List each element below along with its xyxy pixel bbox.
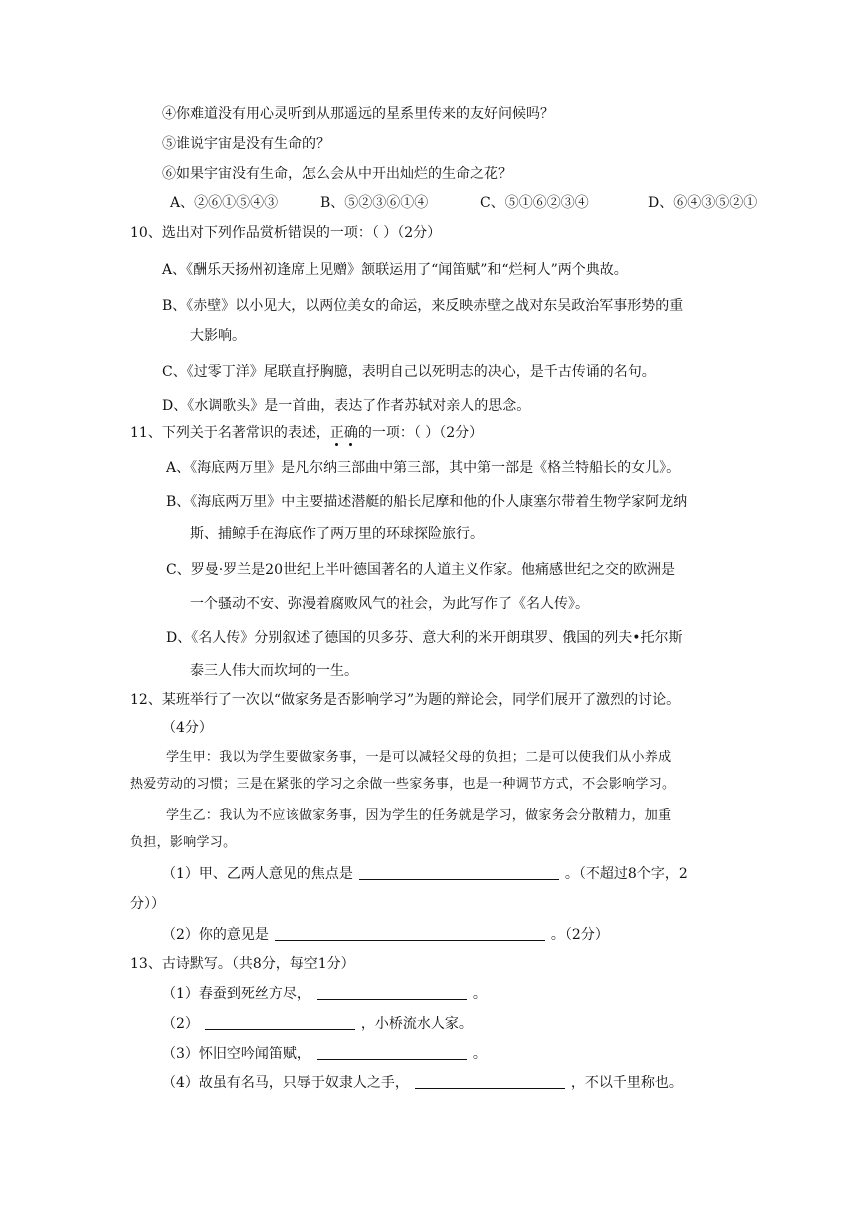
- option-c: C、⑤①⑥②③④: [480, 195, 589, 211]
- q12-part-1: [162, 864, 688, 884]
- sentence-4: ④你难道没有用心灵听到从那遥远的星系里传来的友好问候吗？: [162, 106, 554, 122]
- q10-option-d: D、《水调歌头》是一首曲，表达了作者苏轼对亲人的思念。: [162, 398, 531, 414]
- student-a-line-2: 热爱劳动的习惯；三是在紧张的学习之余做一些家务事，也是一种调节方式，不会影响学习。: [130, 777, 676, 792]
- q13-line-3: [162, 1044, 487, 1064]
- answer-blank-3[interactable]: [317, 1045, 467, 1060]
- q10-stem: 10、选出对下列作品赏析错误的一项：（ ）（2分）: [130, 225, 442, 241]
- option-b: B、⑤②③⑥①④: [320, 195, 429, 211]
- q13-line-1: [162, 984, 487, 1004]
- answer-blank-2[interactable]: [205, 1015, 355, 1030]
- q12-score: （4分）: [162, 720, 213, 736]
- q11-option-d-cont: 泰三人伟大而坎坷的一生。: [190, 663, 358, 679]
- answer-blank-focus[interactable]: [359, 865, 559, 880]
- q11-option-b: B、《海底两万里》中主要描述潜艇的船长尼摩和他的仆人康塞尔带着生物学家阿龙纳: [166, 494, 688, 510]
- q13-line-3-end: 。: [472, 1046, 487, 1062]
- q13-line-4-prompt: （4）故虽有名马，只辱于奴隶人之手，: [162, 1075, 409, 1091]
- answer-blank-1[interactable]: [317, 985, 467, 1000]
- q12-part-1-prompt: （1）甲、乙两人意见的焦点是: [162, 866, 353, 882]
- option-a: A、②⑥①⑤④③: [170, 195, 279, 211]
- q13-line-3-prompt: （3）怀旧空吟闻笛赋，: [162, 1046, 311, 1062]
- q12-stem: 12、某班举行了一次以“做家务是否影响学习”为题的辩论会，同学们展开了激烈的讨论。: [130, 692, 681, 708]
- q11-option-d: D、《名人传》分别叙述了德国的贝多芬、意大利的米开朗琪罗、俄国的列夫•托尔斯: [166, 630, 683, 646]
- q13-line-2-end: ，小桥流水人家。: [360, 1016, 473, 1032]
- q13-line-4: [162, 1073, 683, 1093]
- q11-option-c-cont: 一个骚动不安、弥漫着腐败风气的社会，为此写作了《名人传》。: [190, 596, 589, 612]
- q13-line-1-end: 。: [472, 986, 487, 1002]
- q11-stem: [130, 423, 483, 443]
- student-b-line-1: 学生乙：我认为不应该做家务事，因为学生的任务就是学习，做家务会分散精力，加重: [166, 808, 672, 823]
- q11-stem-pre: 11、下列关于名著常识的表述，: [130, 425, 330, 441]
- q13-line-1-prompt: （1）春蚕到死丝方尽，: [162, 986, 311, 1002]
- q13-line-4-end: ，不以千里称也。: [570, 1075, 683, 1091]
- q10-option-b-cont: 大影响。: [190, 328, 246, 344]
- q10-option-b: B、《赤壁》以小见大，以两位美女的命运，来反映赤壁之战对东吴政治军事形势的重: [162, 298, 684, 314]
- q12-part-2: [162, 925, 609, 945]
- student-a-line-1: 学生甲：我以为学生要做家务事，一是可以减轻父母的负担；二是可以使我们从小养成: [166, 750, 672, 765]
- q13-line-2-prompt: （2）: [162, 1016, 199, 1032]
- answer-blank-4[interactable]: [415, 1074, 565, 1089]
- q12-part-2-prompt: （2）你的意见是: [162, 927, 269, 943]
- q11-option-a: A、《海底两万里》是凡尔纳三部曲中第三部，其中第一部是《格兰特船长的女儿》。: [166, 460, 681, 476]
- q11-option-c: C、罗曼·罗兰是20世纪上半叶德国著名的人道主义作家。他痛感世纪之交的欧洲是: [166, 562, 675, 578]
- q11-option-b-cont: 斯、捕鲸手在海底作了两万里的环球探险旅行。: [190, 526, 484, 542]
- q11-emphasis-1: 正: [329, 425, 344, 441]
- q12-part-1-note: 。（不超过8个字，2: [564, 866, 688, 882]
- q11-stem-post: 的一项：（ ）（2分）: [357, 425, 484, 441]
- q10-option-c: C、《过零丁洋》尾联直抒胸臆，表明自己以死明志的决心，是千古传诵的名句。: [162, 364, 656, 380]
- q12-part-2-note: 。（2分）: [550, 927, 609, 943]
- student-b-line-2: 负担，影响学习。: [130, 835, 237, 850]
- q9-options: [170, 193, 757, 213]
- q10-option-a: A、《酬乐天扬州初逢席上见赠》颔联运用了“闻笛赋”和“烂柯人”两个典故。: [162, 262, 628, 278]
- answer-blank-opinion[interactable]: [275, 926, 545, 941]
- q12-part-1-wrap: 分））: [130, 896, 165, 912]
- option-d: D、⑥④③⑤②①: [648, 195, 758, 211]
- q13-stem: 13、古诗默写。（共8分，每空1分）: [130, 956, 355, 972]
- q11-emphasis-2: 确: [343, 425, 358, 441]
- q13-line-2: [162, 1014, 473, 1034]
- sentence-5: ⑤谁说宇宙是没有生命的？: [162, 136, 330, 152]
- sentence-6: ⑥如果宇宙没有生命，怎么会从中开出灿烂的生命之花？: [162, 166, 512, 182]
